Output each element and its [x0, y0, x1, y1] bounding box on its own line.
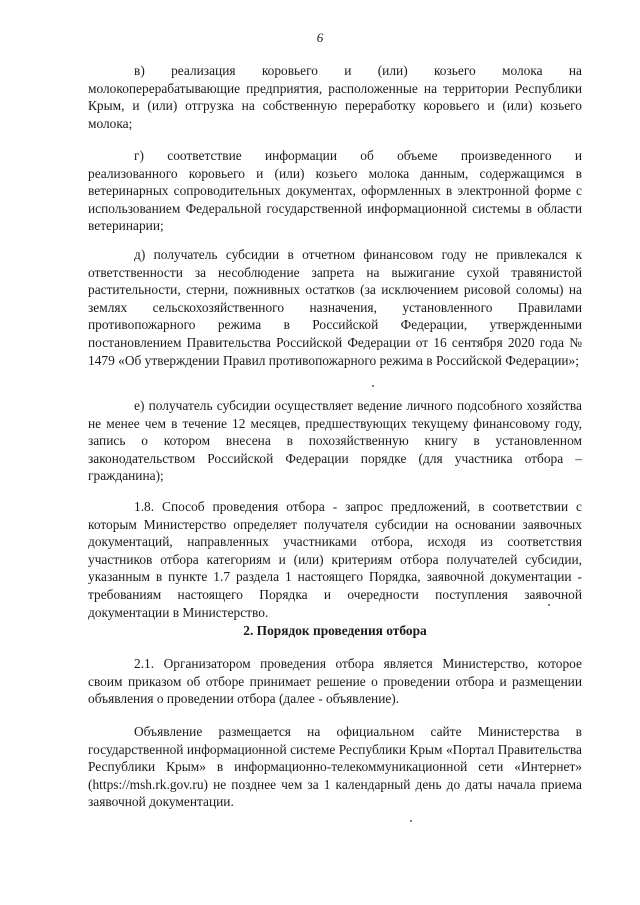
paragraph-e-text: е) получатель субсидии осуществляет ведение личного подсобного хозяйства не менее чем в течение 12 месяцев, предшествующих текущему финансовому году, запись о котором внесена в похозяйственную книгу в установленном законодательством Российской Федерации порядке (для участника отбора – гражданина);: [88, 398, 582, 484]
paragraph-announcement: [88, 723, 582, 811]
paragraph-g-text: г) соответствие информации об объеме произведенного и реализованного коровьего и (или) козьего молока данным, содержащимся в ветеринарных сопроводительных документах, оформленных в электронной форме с использованием Федеральной государственной информационной системы в области ветеринарии;: [88, 148, 582, 234]
scan-speck: [548, 604, 550, 606]
scan-speck: [410, 820, 412, 822]
page-number: 6: [316, 30, 324, 45]
paragraph-v: [88, 62, 582, 132]
paragraph-d-text: д) получатель субсидии в отчетном финансовом году не привлекался к ответственности за несоблюдение запрета на выжигание сухой травянистой растительности, стерни, пожнивных остатков (за исключением рисовой соломы) на землях сельскохозяйственного назначения, установленного Правилами противопожарного режима в Российской Федерации, утвержденными постановлением Правительства Российской Федерации от 16 сентября 2020 года № 1479 «Об утверждении Правил противопожарного режима в Российской Федерации»;: [88, 247, 582, 368]
paragraph-1-8-text: 1.8. Способ проведения отбора - запрос предложений, в соответствии с которым Министерство определяет получателя субсидии на основании заявочных документаций, направленных участниками отбора, исходя из соответствия участников отбора категориям и (или) критериям отбора получателей субсидии, указанным в пункте 1.7 раздела 1 настоящего Порядка, заявочной документации - требованиям настоящего Порядка и очередности поступления заявочной документации в Министерство.: [88, 499, 582, 620]
paragraph-g: [88, 147, 582, 235]
paragraph-d: [88, 246, 582, 369]
section-heading: 2. Порядок проведения отбора: [243, 623, 427, 638]
paragraph-1-8: [88, 498, 582, 621]
paragraph-2-1-text: 2.1. Организатором проведения отбора является Министерство, которое своим приказом об отборе принимает решение о проведении отбора и размещении объявления о проведении отбора (далее - объявление).: [88, 656, 582, 707]
paragraph-announcement-text: Объявление размещается на официальном сайте Министерства в государственной информационной системе Республики Крым «Портал Правительства Республики Крым» в информационно-телекоммуникационной сети «Интернет» (https://msh.rk.gov.ru) не позднее чем за 1 календарный день до даты начала приема заявочной документации.: [88, 724, 582, 810]
paragraph-2-1: [88, 655, 582, 708]
paragraph-v-text: в) реализация коровьего и (или) козьего молока на молокоперерабатывающие предприятия, расположенные на территории Республики Крым, и (или) отгрузка на собственную переработку коровьего и (или) козьего молока;: [88, 63, 582, 131]
scan-speck: [372, 385, 374, 387]
paragraph-e: [88, 397, 582, 485]
